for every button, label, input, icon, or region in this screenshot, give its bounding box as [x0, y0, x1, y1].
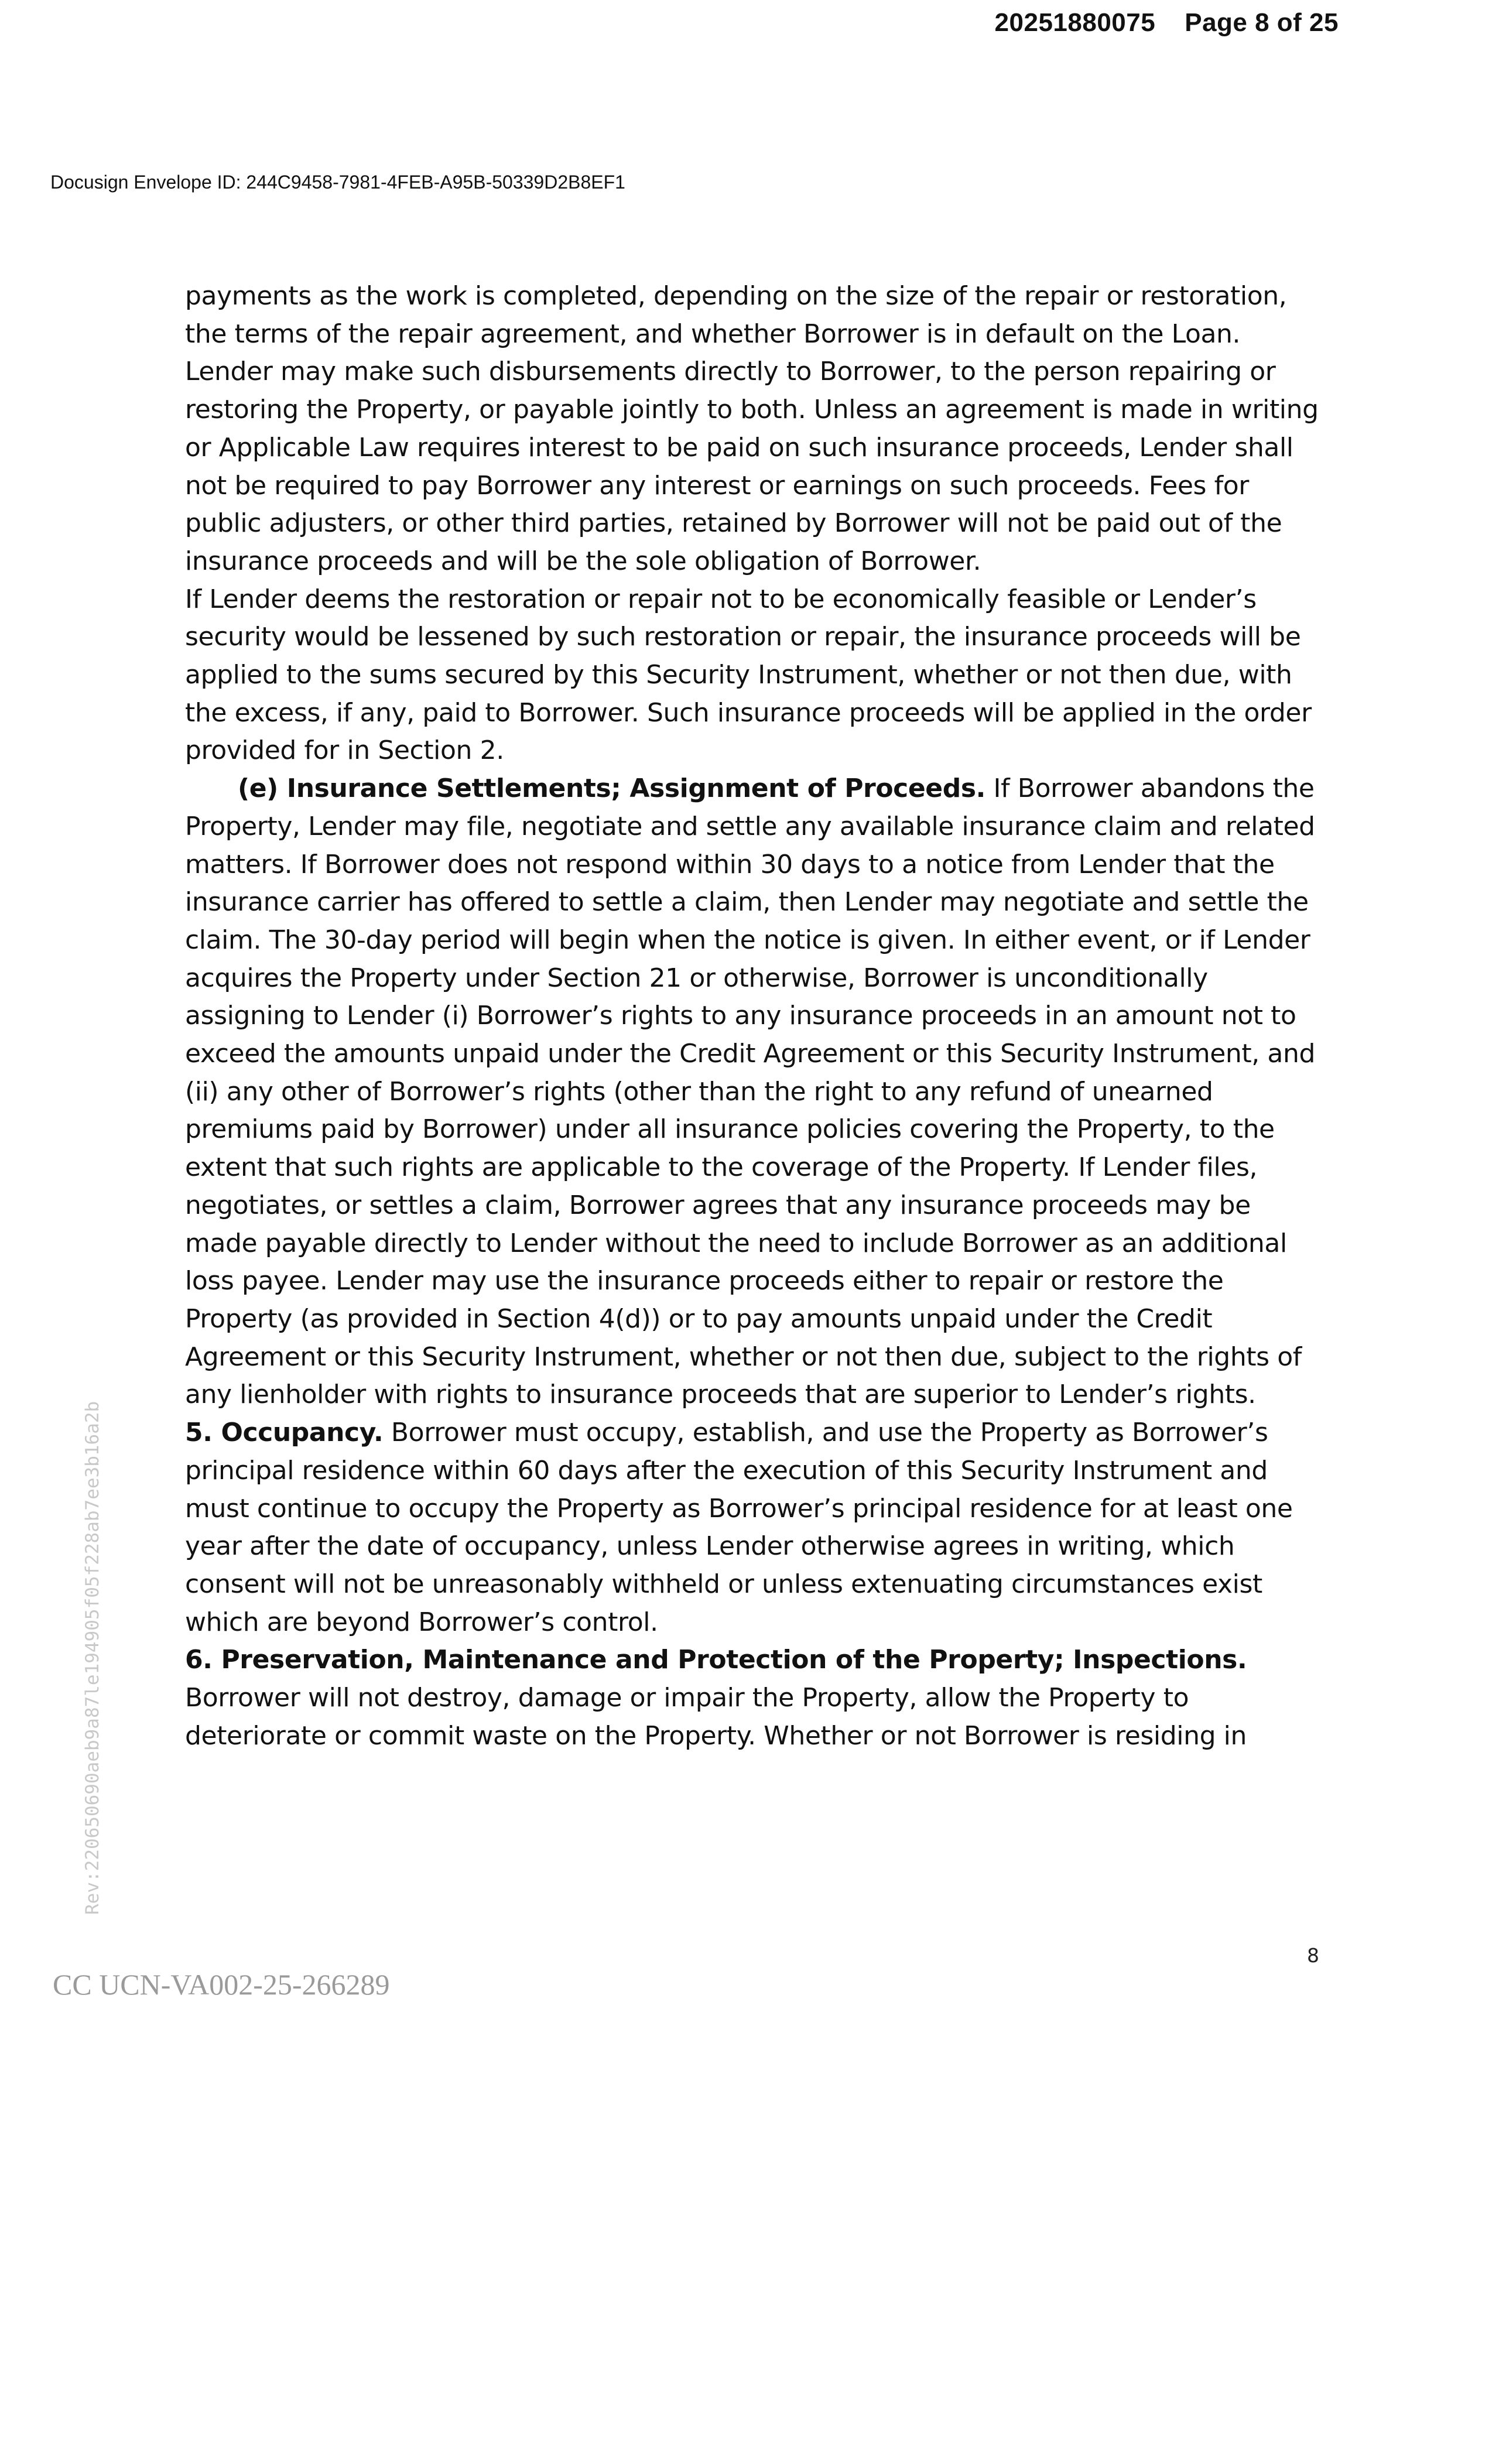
- document-number: 20251880075: [994, 8, 1156, 37]
- paragraph-disbursements: payments as the work is completed, depending on the size of the repair or restoration, the terms of the repair agreement, and whether Borrower is in default on the Loan. Lender may make such disbursements directly to Borrower, to the person repairing or restoring the Property, or payable jointly to both. Unless an agreement is made in writing or Applicable Law requires interest to be paid on such insurance proceeds, Lender shall not be required to pay Borrower any interest or earnings on such proceeds. Fees for public adjusters, or other third parties, retained by Borrower will not be paid out of the insurance proceeds and will be the sole obligation of Borrower.: [185, 281, 1319, 576]
- revision-watermark: Rev:220650690aeb9a87le194905f05f228ab7ee3b16a2b: [82, 1401, 103, 1915]
- paragraph-occupancy-text: Borrower must occupy, establish, and use the Property as Borrower’s principal residence within 60 days after the execution of this Security Instrument and must continue to occupy the Property as Borrower’s principal residence for at least one year after the date of occupancy, unless Lender otherwise agrees in writing, which consent will not be unreasonably withheld or unless extenuating circumstances exist which are beyond Borrower’s control.: [185, 1418, 1293, 1637]
- page-number: 8: [1307, 1944, 1319, 1967]
- envelope-id: Docusign Envelope ID: 244C9458-7981-4FEB-A95B-50339D2B8EF1: [50, 172, 625, 193]
- section-heading-insurance-settlements: (e) Insurance Settlements; Assignment of Proceeds.: [238, 774, 985, 804]
- paragraph-restoration: If Lender deems the restoration or repair not to be economically feasible or Lender’s security would be lessened by such restoration or repair, the insurance proceeds will be applied to the sums secured by this Security Instrument, whether or not then due, with the excess, if any, paid to Borrower. Such insurance proceeds will be applied in the order provided for in Section 2.: [185, 584, 1312, 766]
- paragraph-insurance-settlements-text: If Borrower abandons the Property, Lender may file, negotiate and settle any available insurance claim and related matters. If Borrower does not respond within 30 days to a notice from Lender that the insurance carrier has offered to settle a claim, then Lender may negotiate and settle the claim. The 30-day period will begin when the notice is given. In either event, or if Lender acquires the Property under Section 21 or otherwise, Borrower is unconditionally assigning to Lender (i) Borrower’s rights to any insurance proceeds in an amount not to exceed the amounts unpaid under the Credit Agreement or this Security Instrument, and (ii) any other of Borrower’s rights (other than the right to any refund of unearned premiums paid by Borrower) under all insurance policies covering the Property, to the extent that such rights are applicable to the coverage of the Property. If Lender files, negotiates, or settles a claim, Borrower agrees that any insurance proceeds may be made payable directly to Lender without the need to include Borrower as an additional loss payee. Lender may use the insurance proceeds either to repair or restore the Property (as provided in Section 4(d)) or to pay amounts unpaid under the Credit Agreement or this Security Instrument, whether or not then due, subject to the rights of any lienholder with rights to insurance proceeds that are superior to Lender’s rights.: [185, 774, 1315, 1410]
- document-body: [185, 278, 1324, 1755]
- paragraph-occupancy: [185, 1414, 1324, 1641]
- paragraph-insurance-settlements: [185, 770, 1324, 1414]
- recording-stamp: [995, 8, 1339, 37]
- page-indicator: Page 8 of 25: [1185, 8, 1339, 37]
- paragraph-preservation: Borrower will not destroy, damage or impair the Property, allow the Property to deteriorate or commit waste on the Property. Whether or not Borrower is residing in: [185, 1683, 1247, 1751]
- section-heading-preservation: [185, 1641, 1324, 1679]
- section-heading-occupancy: 5. Occupancy.: [185, 1418, 384, 1448]
- case-id: CC UCN-VA002-25-266289: [53, 1968, 390, 2001]
- section-heading-preservation-text: 6. Preservation, Maintenance and Protection of the Property; Inspections.: [185, 1645, 1247, 1675]
